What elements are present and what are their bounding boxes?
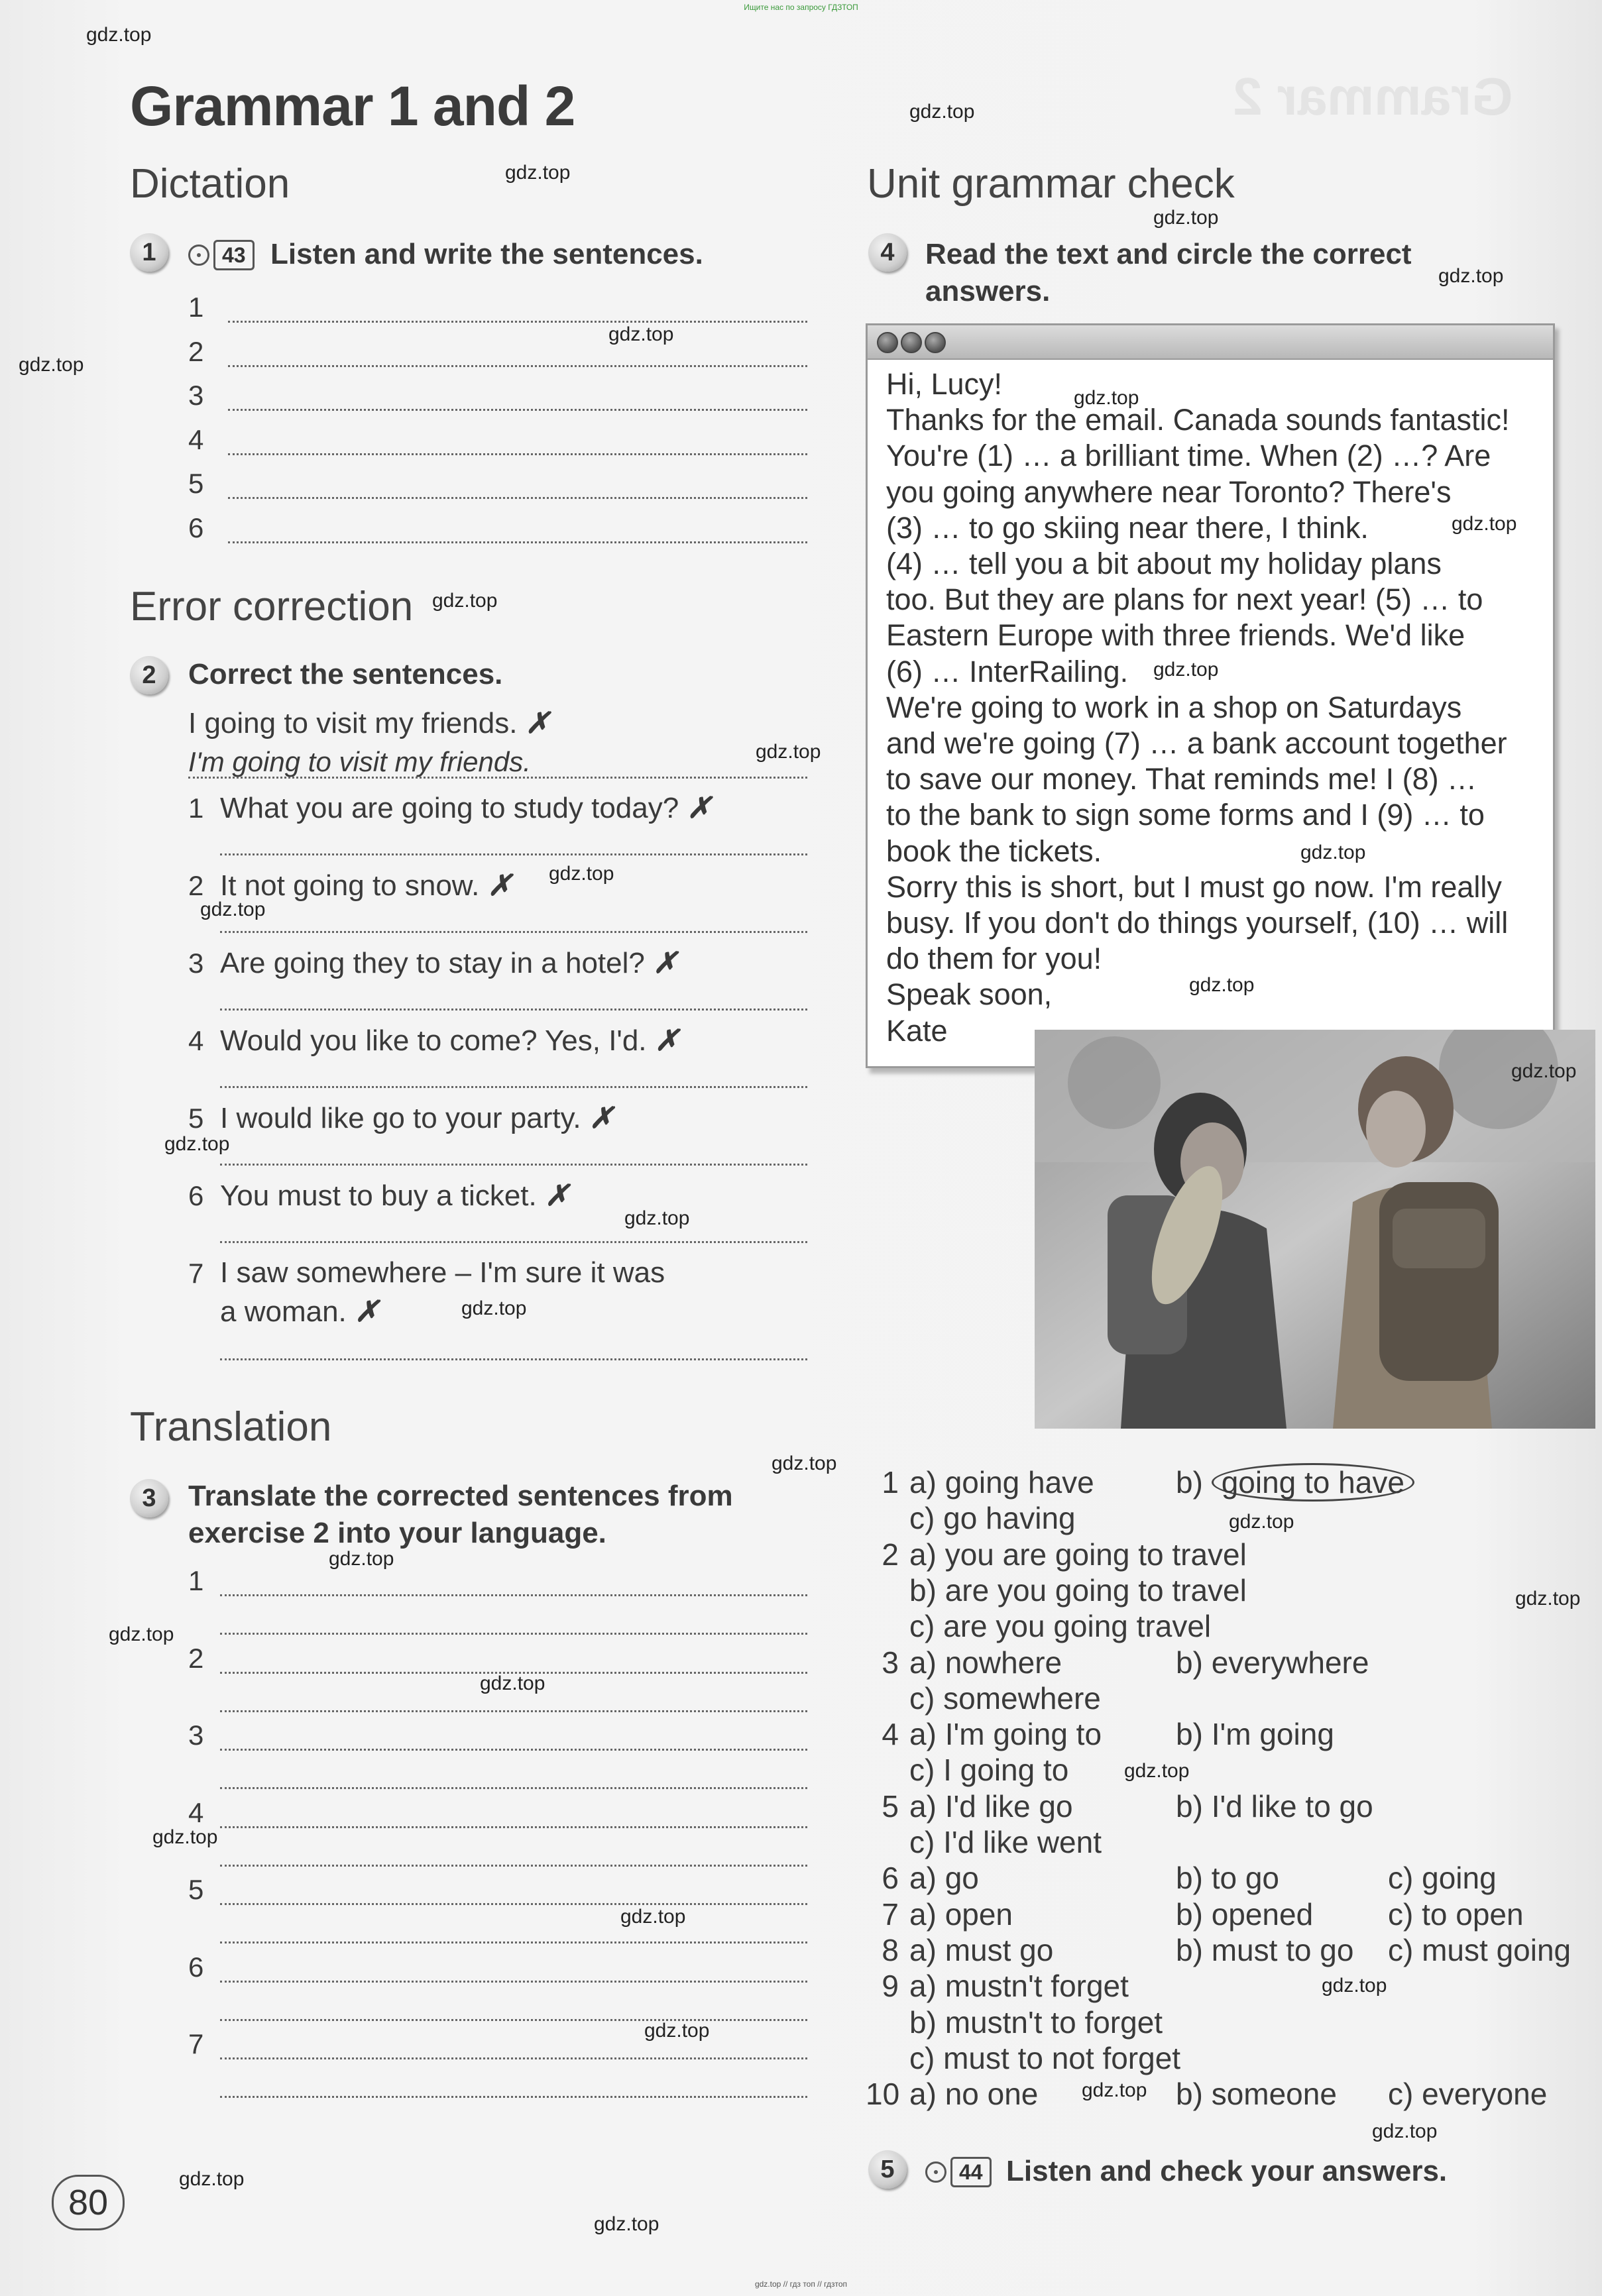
watermark-text: gdz.top: [624, 1207, 690, 1229]
photo-illustration: [1035, 1030, 1595, 1429]
option-letter: a): [909, 2077, 937, 2112]
email-line: too. But they are plans for next year! (5) … to: [886, 582, 1483, 617]
answer-option-a[interactable]: [909, 1860, 979, 1896]
option-text: open: [944, 1896, 1013, 1932]
error-item-sentence-text: You must to buy a ticket.: [220, 1179, 537, 1212]
option-text: must to not forget: [943, 2040, 1181, 2075]
option-letter: c): [1388, 1932, 1414, 1967]
error-item-number: 3: [188, 948, 204, 979]
option-letter: a): [909, 1717, 937, 1752]
option-text: must to go: [1211, 1932, 1354, 1967]
dictation-answer-line[interactable]: [228, 453, 807, 455]
bleed-through-text: Grammar 2: [1233, 67, 1513, 126]
dictation-line-number: 4: [188, 423, 204, 455]
watermark-text: gdz.top: [644, 2020, 710, 2042]
error-item-answer-line[interactable]: [220, 1358, 807, 1360]
error-item-sentence: I saw somewhere – I'm sure it was: [220, 1256, 665, 1289]
translation-line-number: 1: [188, 1565, 204, 1596]
watermark-text: gdz.top: [19, 354, 84, 376]
error-item-sentence-text: Would you like to come? Yes, I'd.: [220, 1024, 647, 1057]
answer-option-c[interactable]: [1388, 1932, 1571, 1968]
error-item-number: 6: [188, 1180, 204, 1211]
translation-line-number: 3: [188, 1720, 204, 1751]
answer-option-a[interactable]: [909, 1716, 1102, 1752]
error-item-answer-line[interactable]: [220, 1241, 807, 1243]
watermark-text: gdz.top: [1515, 1588, 1581, 1610]
option-letter: b): [1176, 1465, 1203, 1500]
error-item-sentence: [220, 946, 677, 980]
dictation-line-number: 2: [188, 335, 204, 367]
option-letter: c): [909, 1753, 935, 1788]
error-item-sentence: [220, 869, 512, 902]
option-text: going have: [944, 1465, 1094, 1500]
option-text: everyone: [1422, 2077, 1548, 2112]
option-letter: c): [1388, 2077, 1414, 2112]
translation-line-number: 7: [188, 2028, 204, 2059]
answer-number: 9: [882, 1969, 899, 2004]
option-letter: b): [1176, 1932, 1203, 1967]
exercise-3-number: 3: [130, 1479, 168, 1517]
option-letter: a): [909, 1788, 937, 1824]
watermark-text: gdz.top: [461, 1297, 527, 1319]
option-text: opened: [1211, 1896, 1314, 1932]
cross-mark-icon: ✗: [355, 1295, 379, 1328]
option-text: must going: [1422, 1932, 1572, 1967]
cross-mark-icon: ✗: [687, 792, 712, 824]
cross-mark-icon: ✗: [589, 1102, 614, 1134]
option-text: to open: [1422, 1896, 1524, 1932]
watermark-text: gdz.top: [1082, 2079, 1147, 2101]
watermark-text: gdz.top: [756, 741, 821, 763]
answer-option-a[interactable]: [909, 1968, 1129, 2004]
track-number: 44: [950, 2157, 992, 2187]
answer-option-c[interactable]: [909, 1752, 1068, 1788]
watermark-text: gdz.top: [1372, 2120, 1438, 2142]
watermark-text: gdz.top: [164, 1133, 230, 1155]
dictation-answer-line[interactable]: [228, 409, 807, 411]
option-text: mustn't to forget: [944, 2004, 1163, 2040]
option-text: must go: [944, 1932, 1054, 1967]
dictation-heading: Dictation: [130, 161, 290, 207]
example-sentence-text: I going to visit my friends.: [188, 707, 518, 739]
option-letter: b): [1176, 1788, 1203, 1824]
answer-option-c[interactable]: [909, 1824, 1102, 1860]
answer-option-a[interactable]: [909, 1896, 1013, 1932]
dictation-line-number: 5: [188, 468, 204, 499]
option-letter: a): [909, 1537, 937, 1572]
watermark-text: gdz.top: [179, 2168, 245, 2190]
option-letter: a): [909, 1861, 937, 1896]
cross-mark-icon: ✗: [487, 869, 512, 902]
answer-number: 10: [866, 2077, 900, 2112]
option-text: I'm going: [1211, 1717, 1334, 1752]
option-text: are you going to travel: [944, 1572, 1247, 1608]
window-close-icon[interactable]: [877, 332, 898, 353]
option-letter: a): [909, 1932, 937, 1967]
error-item-number: 2: [188, 870, 204, 901]
answer-option-a[interactable]: [909, 1464, 1094, 1500]
email-line: (3) … to go skiing near there, I think.: [886, 510, 1369, 545]
answer-number: 7: [882, 1896, 899, 1932]
option-letter: a): [909, 1645, 937, 1680]
watermark-text: gdz.top: [505, 162, 571, 184]
answer-option-b[interactable]: [1176, 1645, 1369, 1680]
example-sentence: [188, 706, 550, 740]
error-item-number: 5: [188, 1103, 204, 1134]
exercise-2-instruction: Correct the sentences.: [188, 658, 503, 690]
watermark-text: gdz.top: [909, 101, 975, 123]
error-correction-heading: Error correction: [130, 584, 414, 629]
cross-mark-icon: ✗: [654, 1024, 679, 1057]
option-letter: c): [909, 2040, 935, 2075]
example-answer-line: [188, 777, 807, 779]
option-text: no one: [944, 2077, 1039, 2112]
watermark-text: gdz.top: [1153, 207, 1219, 229]
email-title-bar: [868, 325, 1553, 360]
watermark-text: gdz.top: [594, 2213, 659, 2235]
translation-answer-line[interactable]: [220, 1787, 807, 1789]
email-line: you going anywhere near Toronto? There's: [886, 474, 1452, 509]
unit-grammar-check-heading: Unit grammar check: [867, 161, 1235, 207]
error-item-answer-line[interactable]: [220, 1164, 807, 1166]
error-item-sentence: [220, 1179, 569, 1213]
exercise-2-number: 2: [130, 656, 168, 694]
translation-answer-line[interactable]: [220, 1941, 807, 1943]
error-item-number: 4: [188, 1025, 204, 1056]
watermark-text: gdz.top: [480, 1672, 545, 1694]
translation-answer-line[interactable]: [220, 1865, 807, 1867]
exercise-4-number: 4: [868, 233, 907, 272]
watermark-text: gdz.top: [1452, 513, 1517, 535]
watermark-text: gdz.top: [1189, 974, 1255, 996]
option-text: to go: [1211, 1861, 1279, 1896]
watermark-text: gdz.top: [152, 1826, 218, 1848]
option-text: going to have: [1212, 1463, 1414, 1502]
email-line: Kate: [886, 1013, 948, 1048]
exercise-1-number: 1: [130, 233, 168, 272]
answer-option-c[interactable]: [909, 1500, 1076, 1536]
email-line: to the bank to sign some forms and I (9) … to: [886, 798, 1485, 832]
translation-answer-line[interactable]: [220, 2019, 807, 2021]
answer-option-c[interactable]: [909, 1680, 1101, 1716]
error-item-sentence-line-2: [220, 1295, 379, 1329]
exercise-3-instruction-line-1: Translate the corrected sentences from: [188, 1480, 733, 1512]
answer-option-c[interactable]: [1388, 1860, 1497, 1896]
watermark-text: gdz.top: [620, 1906, 686, 1928]
example-answer: I'm going to visit my friends.: [188, 746, 531, 777]
error-item-sentence-text: a woman.: [220, 1295, 347, 1328]
answer-option-b[interactable]: [1176, 1860, 1279, 1896]
answer-option-a[interactable]: [909, 1537, 1247, 1572]
translation-line-number: 6: [188, 1951, 204, 1983]
email-line: to save our money. That reminds me! I (8) …: [886, 762, 1477, 796]
error-item-sentence-text: What you are going to study today?: [220, 792, 679, 824]
option-letter: b): [1176, 1717, 1203, 1752]
email-line: Speak soon,: [886, 977, 1053, 1012]
option-text: going: [1422, 1861, 1497, 1896]
watermark-text: gdz.top: [86, 24, 152, 46]
error-item-answer-line[interactable]: [220, 1086, 807, 1088]
answer-option-b[interactable]: [909, 2004, 1163, 2040]
answer-option-b[interactable]: [1176, 1896, 1313, 1932]
option-letter: c): [909, 1501, 935, 1536]
option-letter: b): [909, 1572, 937, 1608]
option-text: go having: [943, 1501, 1076, 1536]
translation-line-number: 4: [188, 1796, 204, 1828]
translation-answer-line[interactable]: [220, 1633, 807, 1635]
answer-option-c[interactable]: [1388, 1896, 1524, 1932]
exercise-5-number: 5: [868, 2150, 907, 2189]
option-letter: b): [1176, 1861, 1203, 1896]
answer-option-b[interactable]: [1176, 1464, 1414, 1500]
watermark-text: gdz.top: [432, 590, 498, 612]
option-text: everywhere: [1211, 1645, 1369, 1680]
window-maximize-icon[interactable]: [925, 332, 946, 353]
error-item-sentence: [220, 1024, 679, 1058]
option-text: I'd like went: [943, 1825, 1102, 1859]
option-letter: b): [1176, 1645, 1203, 1680]
email-line: (6) … InterRailing.: [886, 654, 1129, 688]
translation-line-number: 5: [188, 1874, 204, 1905]
dictation-line-number: 1: [188, 292, 204, 323]
watermark-text: gdz.top: [608, 323, 674, 345]
option-letter: a): [909, 1896, 937, 1932]
email-line: (4) … tell you a bit about my holiday plans: [886, 547, 1442, 581]
email-window: [866, 323, 1555, 1068]
email-line: Thanks for the email. Canada sounds fantastic!: [886, 403, 1510, 437]
answer-option-b[interactable]: [1176, 1932, 1353, 1968]
dictation-answer-line[interactable]: [228, 497, 807, 499]
option-text: someone: [1211, 2077, 1337, 2112]
answer-option-a[interactable]: [909, 1645, 1062, 1680]
answer-option-a[interactable]: [909, 1932, 1053, 1968]
window-minimize-icon[interactable]: [901, 332, 922, 353]
email-line: and we're going (7) … a bank account together: [886, 726, 1507, 761]
option-text: somewhere: [943, 1680, 1101, 1716]
audio-track-44[interactable]: [925, 2157, 992, 2187]
answer-option-b[interactable]: [1176, 1788, 1373, 1824]
answer-option-b[interactable]: [1176, 2076, 1337, 2112]
error-item-answer-line[interactable]: [220, 931, 807, 933]
error-item-number: 1: [188, 793, 204, 824]
option-text: I'd like go: [944, 1788, 1073, 1824]
email-line: Sorry this is short, but I must go now. I'm really: [886, 869, 1502, 904]
option-letter: c): [909, 1680, 935, 1716]
option-text: I'm going to: [944, 1717, 1102, 1752]
option-text: are you going travel: [943, 1609, 1212, 1644]
watermark-text: gdz.top: [200, 899, 266, 920]
translation-line-number: 2: [188, 1642, 204, 1674]
watermark-text: gdz.top: [1074, 387, 1139, 409]
answer-option-a[interactable]: [909, 2076, 1038, 2112]
cross-mark-icon: ✗: [525, 707, 550, 739]
option-letter: c): [1388, 1896, 1414, 1932]
translation-answer-line[interactable]: [220, 1826, 807, 1828]
error-item-answer-line[interactable]: [220, 853, 807, 855]
watermark-text: gdz.top: [549, 863, 614, 885]
option-letter: c): [909, 1825, 935, 1859]
answer-number: 3: [882, 1645, 899, 1680]
dictation-answer-line[interactable]: [228, 365, 807, 367]
header-note: Ищите нас по запросу ГДЗТОП: [744, 3, 858, 12]
watermark-text: gdz.top: [1153, 659, 1219, 681]
email-line: We're going to work in a shop on Saturdays: [886, 690, 1462, 724]
exercise-4-instruction-line-1: Read the text and circle the correct: [925, 238, 1412, 270]
translation-answer-line[interactable]: [220, 2096, 807, 2098]
photo-two-girls-backpacks: [1035, 1030, 1595, 1429]
email-line: busy. If you don't do things yourself, (10) … will: [886, 906, 1509, 940]
option-text: you are going to travel: [944, 1537, 1247, 1572]
exercise-5-instruction: Listen and check your answers.: [1006, 2155, 1448, 2187]
option-text: mustn't forget: [944, 1969, 1129, 2004]
watermark-text: gdz.top: [329, 1548, 394, 1570]
translation-answer-line[interactable]: [220, 2057, 807, 2059]
answer-option-c[interactable]: [1388, 2076, 1547, 2112]
option-text: I'd like to go: [1211, 1788, 1373, 1824]
translation-answer-line[interactable]: [220, 1749, 807, 1751]
translation-answer-line[interactable]: [220, 1710, 807, 1712]
error-item-sentence: [220, 1101, 614, 1135]
answer-option-b[interactable]: [1176, 1716, 1334, 1752]
track-number: 43: [213, 240, 255, 270]
option-letter: c): [909, 1609, 935, 1644]
watermark-text: gdz.top: [1511, 1060, 1577, 1082]
error-item-sentence: [220, 791, 711, 825]
audio-track-43[interactable]: [188, 240, 255, 270]
watermark-text: gdz.top: [1229, 1511, 1294, 1533]
watermark-text: gdz.top: [1124, 1760, 1190, 1782]
translation-answer-line[interactable]: [220, 1594, 807, 1596]
watermark-text: gdz.top: [772, 1452, 837, 1474]
cd-icon: [925, 2161, 946, 2183]
cross-mark-icon: ✗: [653, 947, 677, 979]
translation-answer-line[interactable]: [220, 1903, 807, 1905]
answer-number: 5: [882, 1788, 899, 1824]
exercise-4-instruction-line-2: answers.: [925, 275, 1051, 307]
option-letter: a): [909, 1465, 937, 1500]
option-letter: a): [909, 1969, 937, 2004]
email-line: book the tickets.: [886, 834, 1102, 868]
answer-option-c[interactable]: [909, 2040, 1180, 2076]
exercise-3-instruction-line-2: exercise 2 into your language.: [188, 1517, 606, 1549]
exercise-1-instruction: Listen and write the sentences.: [270, 238, 703, 270]
option-text: go: [944, 1861, 979, 1896]
dictation-line-number: 6: [188, 512, 204, 543]
watermark-text: gdz.top: [109, 1623, 174, 1645]
translation-answer-line[interactable]: [220, 1981, 807, 1983]
error-item-sentence-text: I would like go to your party.: [220, 1102, 581, 1134]
watermark-text: gdz.top: [1438, 265, 1504, 287]
option-text: nowhere: [944, 1645, 1062, 1680]
cd-icon: [188, 245, 209, 266]
watermark-text: gdz.top: [1322, 1975, 1387, 1996]
answer-option-c[interactable]: [909, 1608, 1211, 1644]
option-letter: b): [1176, 1896, 1203, 1932]
answer-option-a[interactable]: [909, 1788, 1073, 1824]
option-letter: b): [1176, 2077, 1203, 2112]
page-number: 80: [52, 2175, 125, 2230]
answer-option-b[interactable]: [909, 1572, 1247, 1608]
email-line: You're (1) … a brilliant time. When (2) …? Are: [886, 439, 1491, 473]
footer-note: gdz.top // гдз топ // гдзтоп: [754, 2279, 848, 2289]
dictation-answer-line[interactable]: [228, 321, 807, 323]
dictation-answer-line[interactable]: [228, 541, 807, 543]
answer-number: 6: [882, 1861, 899, 1896]
email-line: Eastern Europe with three friends. We'd like: [886, 618, 1465, 653]
translation-heading: Translation: [130, 1404, 332, 1450]
dictation-line-number: 3: [188, 380, 204, 411]
error-item-sentence-text: Are going they to stay in a hotel?: [220, 947, 645, 979]
email-body: [886, 366, 1542, 1049]
answer-number: 1: [882, 1465, 899, 1500]
page-title: Grammar 1 and 2: [130, 75, 575, 137]
email-line: Hi, Lucy!: [886, 367, 1003, 401]
answer-number: 4: [882, 1717, 899, 1752]
watermark-text: gdz.top: [1300, 842, 1366, 863]
answer-number: 2: [882, 1537, 899, 1572]
cross-mark-icon: ✗: [544, 1179, 569, 1212]
error-item-number: 7: [188, 1258, 204, 1289]
error-item-sentence-text: It not going to snow.: [220, 869, 480, 902]
option-letter: b): [909, 2004, 937, 2040]
option-letter: c): [1388, 1861, 1414, 1896]
email-line: do them for you!: [886, 942, 1102, 976]
option-text: I going to: [943, 1753, 1069, 1788]
error-item-answer-line[interactable]: [220, 1009, 807, 1011]
answer-number: 8: [882, 1932, 899, 1967]
